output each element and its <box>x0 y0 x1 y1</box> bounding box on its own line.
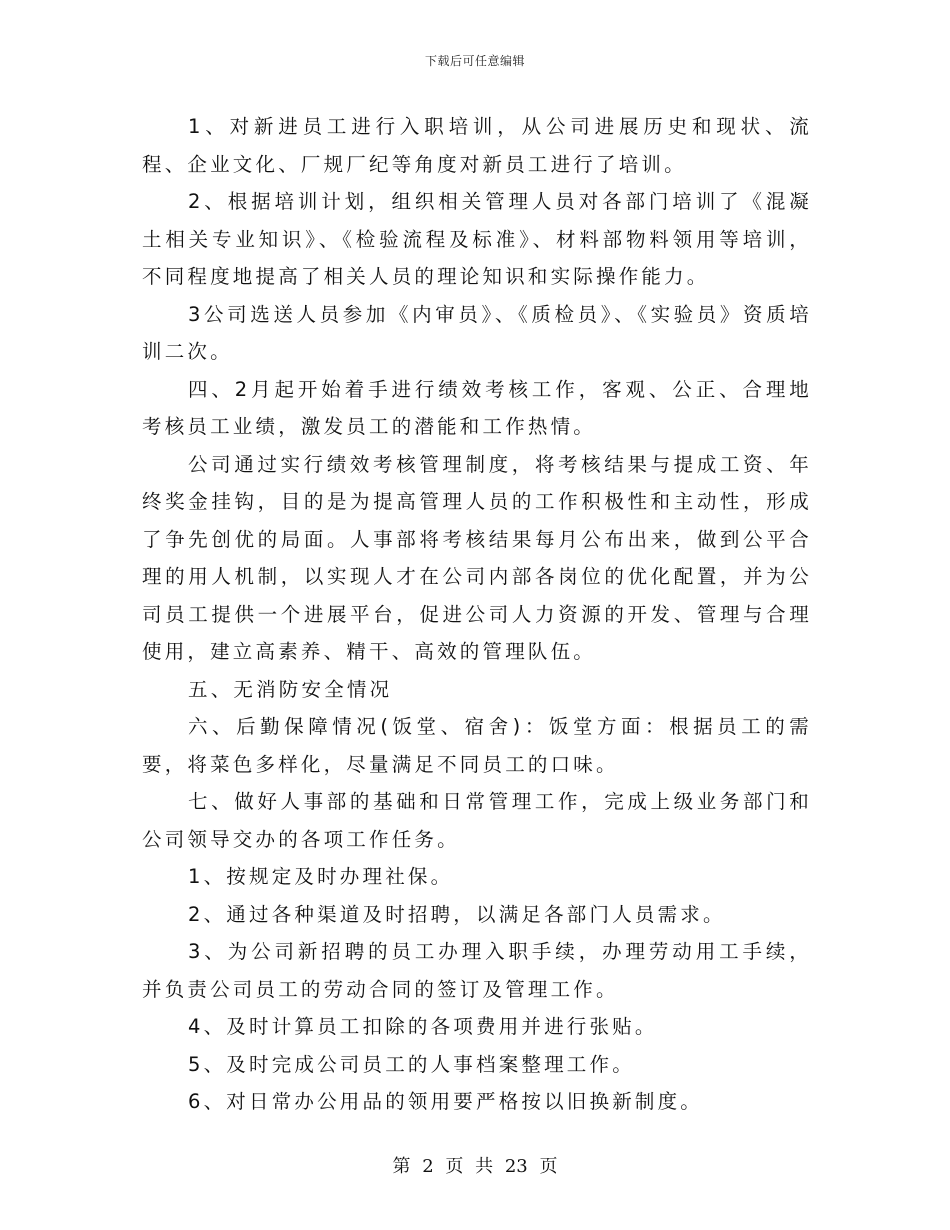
paragraph-12: 4、及时计算员工扣除的各项费用并进行张贴。 <box>188 1015 658 1038</box>
paragraph-10: 2、通过各种渠道及时招聘，以满足各部门人员需求。 <box>188 902 726 926</box>
paragraph-11: 3、为公司新招聘的员工办理入职手续，办理劳动用工手续，并负责公司员工的劳动合同的签订及管理工作。 <box>142 940 812 1001</box>
page-header: 下载后可任意编辑 <box>424 54 525 68</box>
paragraph-13: 5、及时完成公司员工的人事档案整理工作。 <box>188 1052 635 1076</box>
paragraph-14: 6、对日常办公用品的领用要严格按以旧换新制度。 <box>188 1090 704 1113</box>
paragraph-8: 七、做好人事部的基础和日常管理工作，完成上级业务部门和公司领导交办的各项工作任务。 <box>142 790 812 851</box>
paragraph-1: 1、对新进员工进行入职培训，从公司进展历史和现状、流程、企业文化、厂规厂纪等角度对新员工进行了培训。 <box>142 115 812 176</box>
paragraph-9: 1、按规定及时办理社保。 <box>188 865 454 888</box>
paragraph-5: 公司通过实行绩效考核管理制度，将考核结果与提成工资、年终奖金挂钩，目的是为提高管理人员的工作积极性和主动性，形成了争先创优的局面。人事部将考核结果每月公布出来，做到公平合理的用人机制，以实现人才在公司内部各岗位的优化配置，并为公司员工提供一个进展平台，促进公司人力资源的开发、管理与合理使用，建立高素养、精干、高效的管理队伍。 <box>142 452 812 663</box>
paragraph-2: 2、根据培训计划，组织相关管理人员对各部门培训了《混凝土相关专业知识》、《检验流程及标准》、材料部物料领用等培训，不同程度地提高了相关人员的理论知识和实际操作能力。 <box>142 190 812 288</box>
paragraph-4: 四、2月起开始着手进行绩效考核工作，客观、公正、合理地考核员工业绩，激发员工的潜能和工作热情。 <box>142 377 812 438</box>
paragraph-6: 五、无消防安全情况 <box>188 677 393 701</box>
paragraph-7: 六、后勤保障情况(饭堂、宿舍)：饭堂方面：根据员工的需要，将菜色多样化，尽量满足不同员工的口味。 <box>142 715 812 776</box>
document-body <box>142 108 812 1121</box>
paragraph-3: 3公司选送人员参加《内审员》、《质检员》、《实验员》资质培训二次。 <box>142 302 812 363</box>
page-footer: 第 2 页 共 23 页 <box>392 1156 558 1177</box>
